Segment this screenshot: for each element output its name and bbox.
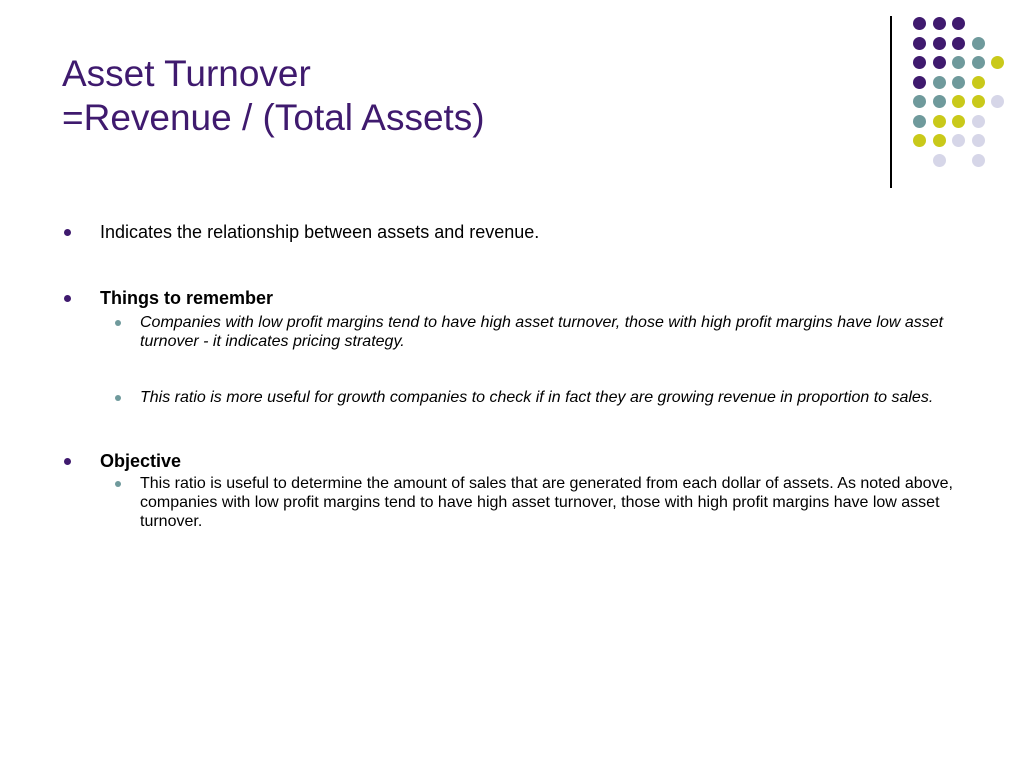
decorative-dot [972, 154, 985, 167]
decorative-dot [933, 115, 946, 128]
sub-bullet-dot-icon [115, 481, 121, 487]
sub-bullet-dot-icon [115, 320, 121, 326]
decorative-dot [991, 95, 1004, 108]
decorative-dot [952, 56, 965, 69]
vertical-divider [890, 16, 892, 188]
decorative-dot [972, 95, 985, 108]
decorative-dot [933, 17, 946, 30]
sub-bullet-growth-companies [140, 388, 965, 407]
bullet-dot-icon [64, 458, 71, 465]
decorative-dot [933, 154, 946, 167]
decorative-dot [952, 76, 965, 89]
decorative-dot [913, 134, 926, 147]
decorative-dot [913, 95, 926, 108]
decorative-dot [913, 37, 926, 50]
sub-bullet-profit-margins [140, 313, 965, 351]
sub-bullet-dot-icon [115, 395, 121, 401]
decorative-dot [933, 37, 946, 50]
decorative-dot [913, 76, 926, 89]
bullet-dot-icon [64, 229, 71, 236]
decorative-dot [972, 76, 985, 89]
decorative-dot [952, 115, 965, 128]
decorative-dot [972, 56, 985, 69]
title-line-2: =Revenue / (Total Assets) [62, 97, 485, 138]
decorative-dot [972, 115, 985, 128]
decorative-dot [952, 17, 965, 30]
bullet-heading: Objective [100, 451, 182, 471]
decorative-dot [933, 134, 946, 147]
decorative-dot [952, 95, 965, 108]
sub-bullet-text: This ratio is more useful for growth companies to check if in fact they are growing revenue in proportion to sales. [140, 389, 934, 406]
sub-bullet-text: This ratio is useful to determine the amount of sales that are generated from each dollar of assets. As noted above, companies with low profit margins tend to have high asset turnover, those with high profit margins have low asset turnover. [140, 475, 953, 530]
decorative-dot [991, 56, 1004, 69]
bullet-things-to-remember [100, 287, 960, 309]
bullet-dot-icon [64, 295, 71, 302]
decorative-dot [913, 115, 926, 128]
title-line-1: Asset Turnover [62, 53, 311, 94]
decorative-dot [913, 56, 926, 69]
bullet-relationship [100, 221, 960, 243]
sub-bullet-text: Companies with low profit margins tend to have high asset turnover, those with high profit margins have low asset turnover - it indicates pricing strategy. [140, 314, 944, 350]
decorative-dot [913, 17, 926, 30]
bullet-objective [100, 450, 960, 472]
decorative-dot [933, 95, 946, 108]
decorative-dot [952, 37, 965, 50]
slide-title [62, 52, 842, 140]
bullet-heading: Things to remember [100, 288, 274, 308]
decorative-dot [972, 134, 985, 147]
decorative-dot [952, 134, 965, 147]
decorative-dot [972, 37, 985, 50]
decorative-dot [933, 76, 946, 89]
sub-bullet-objective-detail [140, 474, 965, 531]
decorative-dot [933, 56, 946, 69]
bullet-text: Indicates the relationship between assets and revenue. [100, 222, 540, 242]
